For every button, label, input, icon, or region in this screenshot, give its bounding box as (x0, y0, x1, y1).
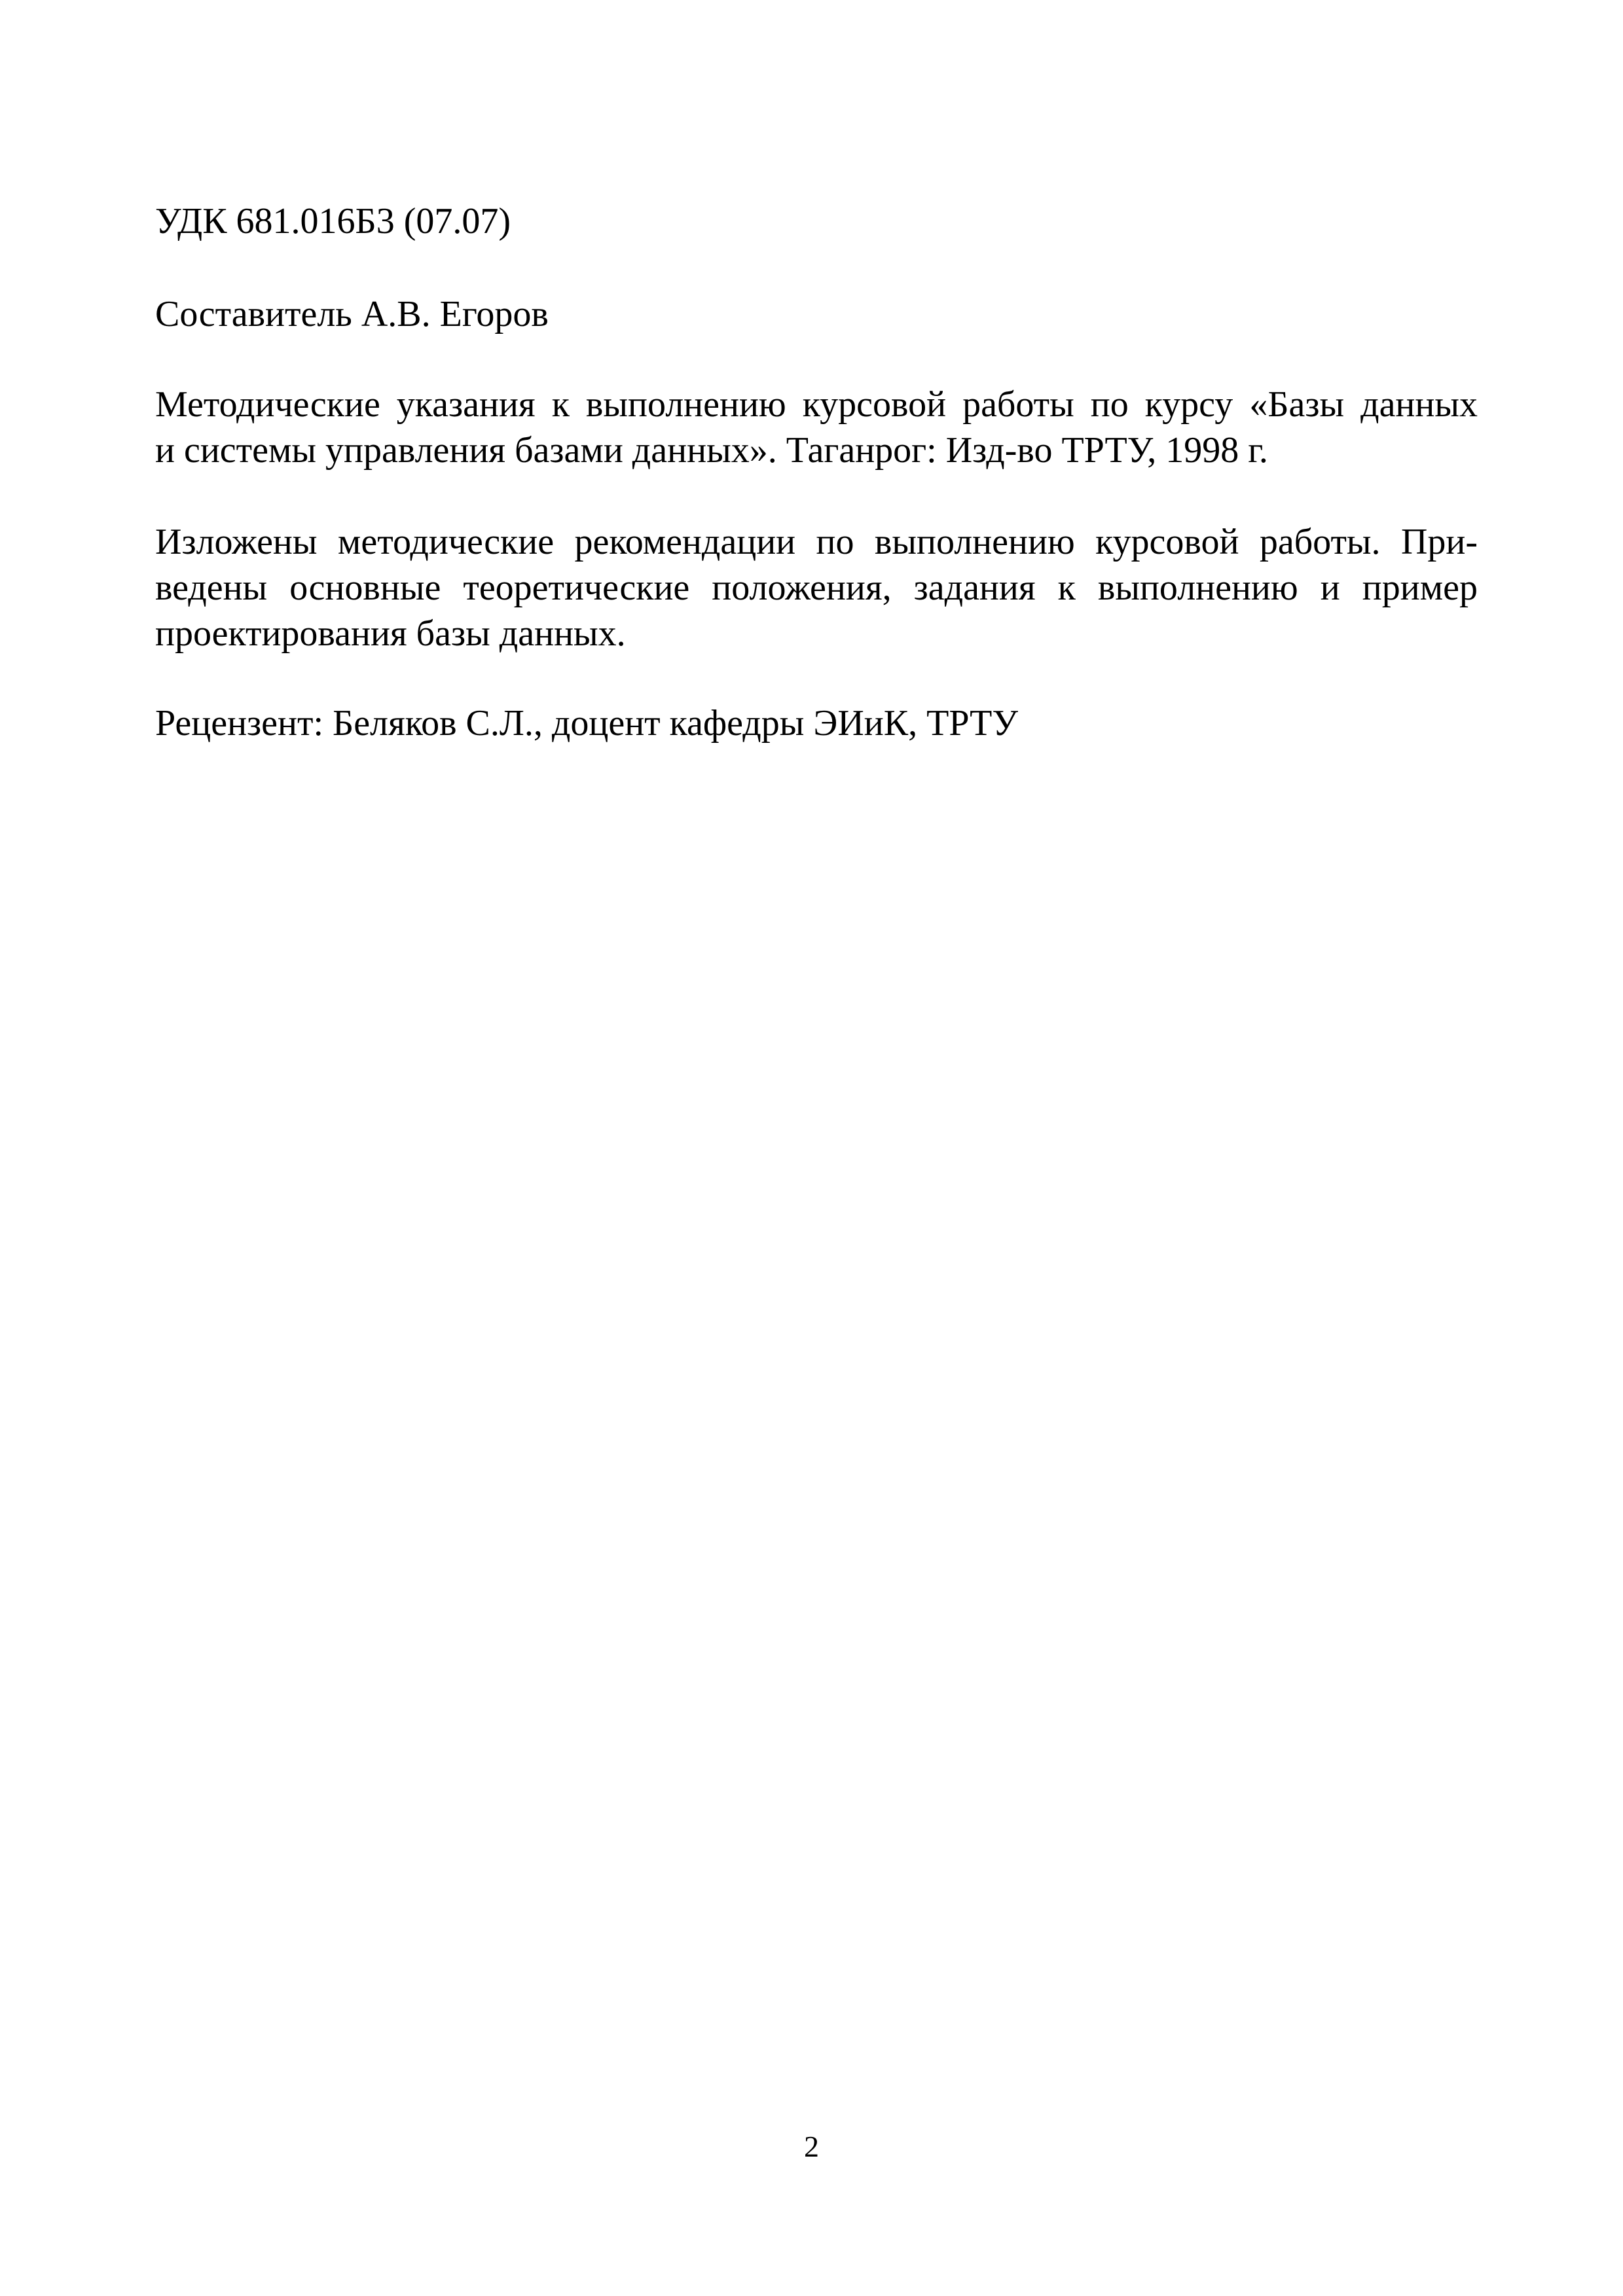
abstract-line: ведены основные теоретические положения, задания к выполнению и пример (155, 567, 1478, 608)
bibliographic-line: Методические указания к выполнению курсовой работы по курсу «Базы данных (155, 384, 1478, 425)
abstract-line: Изложены методические рекомендации по выполнению курсовой работы. При- (155, 522, 1478, 562)
compiler-line: Составитель А.В. Егоров (155, 294, 549, 334)
abstract-line: проектирования базы данных. (155, 613, 626, 654)
udk-line: УДК 681.016Б3 (07.07) (155, 201, 511, 242)
reviewer-line: Рецензент: Беляков С.Л., доцент кафедры ЭИиК, ТРТУ (155, 703, 1018, 744)
abstract-paragraph (155, 519, 1478, 656)
page-number: 2 (804, 2130, 819, 2163)
bibliographic-description (155, 382, 1478, 473)
bibliographic-line: и системы управления базами данных». Таганрог: Изд-во ТРТУ, 1998 г. (155, 430, 1268, 471)
